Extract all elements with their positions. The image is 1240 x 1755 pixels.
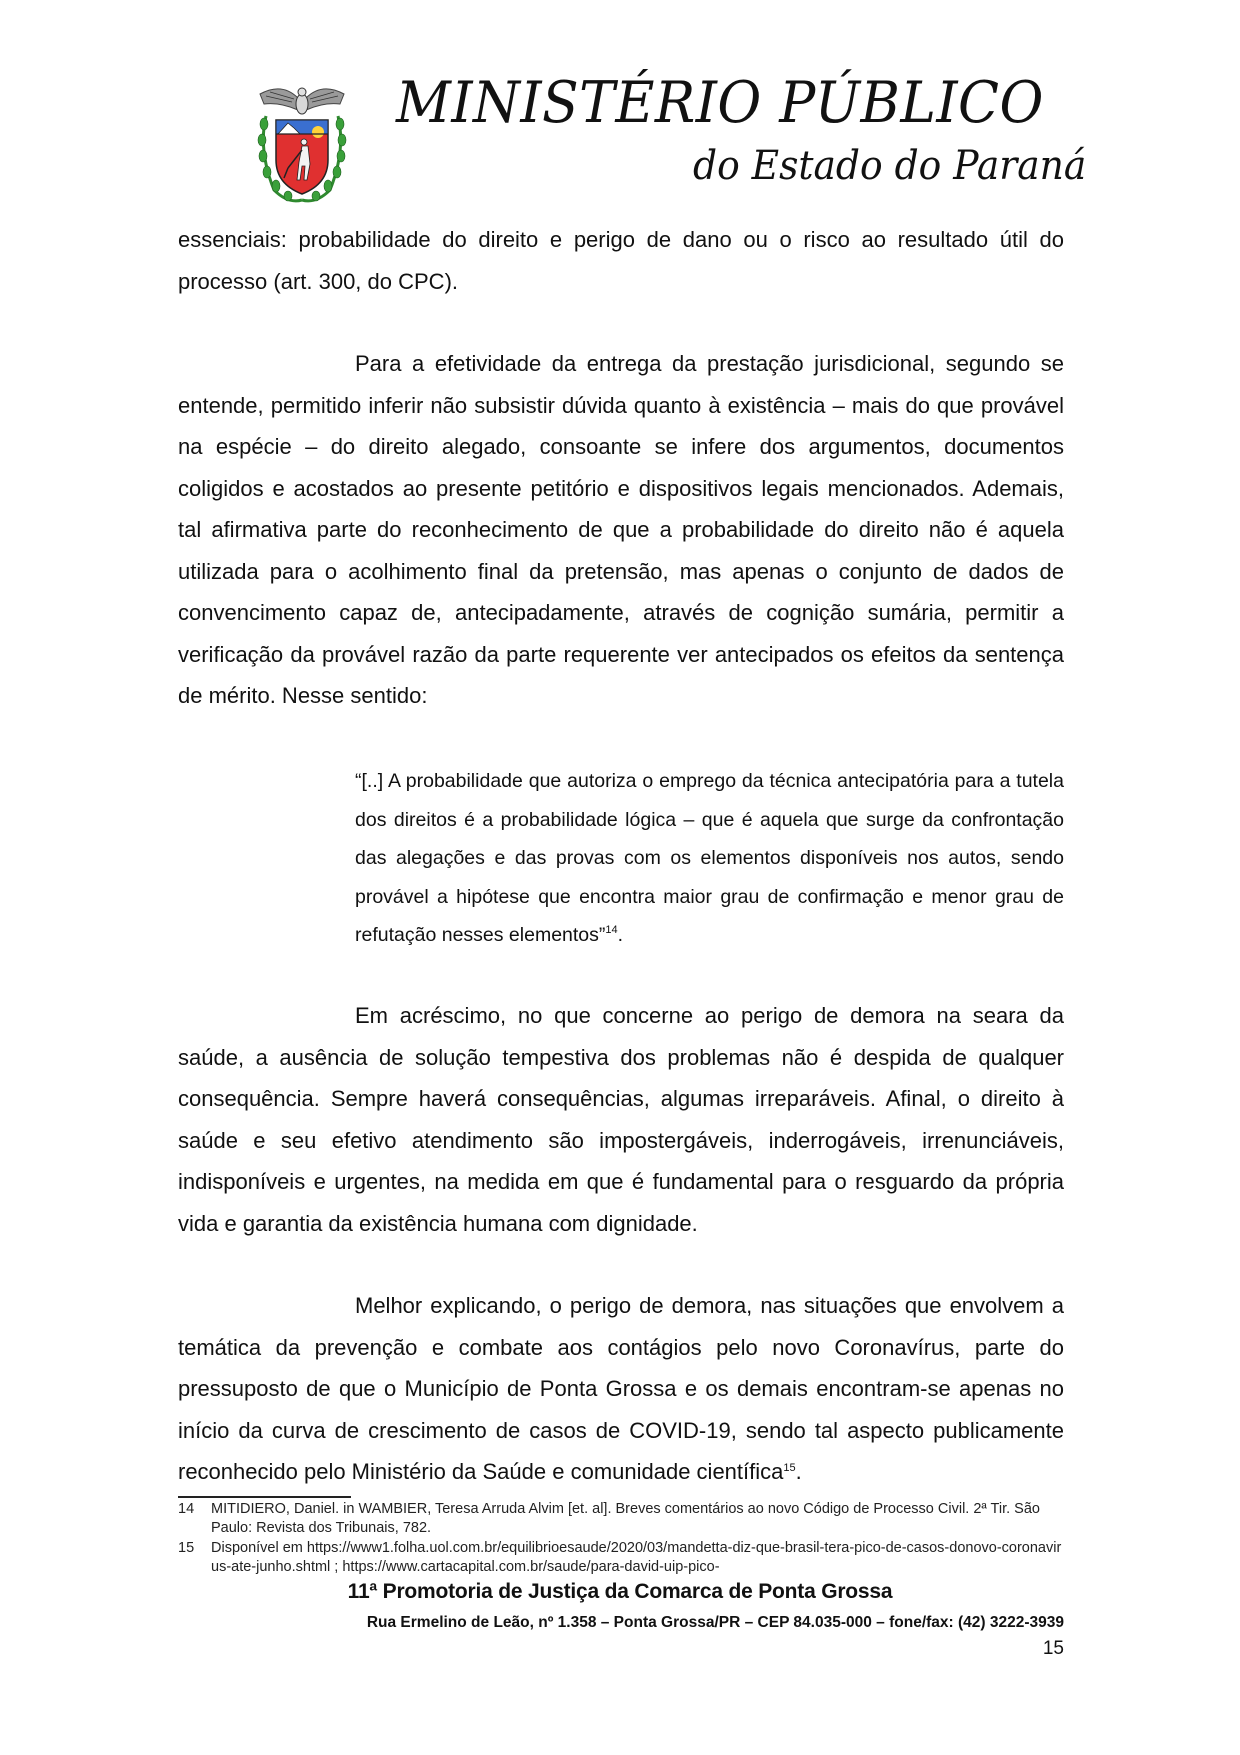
paragraph-3: Em acréscimo, no que concerne ao perigo de demora na seara da saúde, a ausência de solução tempestiva dos problemas não é despida de qualquer consequência. Sempre haverá consequências, algumas irreparáveis. Afinal, o direito à saúde e seu efetivo atendimento são impostergáveis, inderrogáveis, irrenunciáveis, indisponíveis e urgentes, na medida em que é fundamental para o resguardo da própria vida e garantia da existência humana com dignidade. — [178, 1003, 1064, 1236]
quote-text: “[..] A probabilidade que autoriza o emprego da técnica antecipatória para a tutela dos direitos é a probabilidade lógica – que é aquela que surge da confrontação das alegações e das provas com os elementos disponíveis nos autos, sendo provável a hipótese que encontra maior grau de confirmação e menor grau de refutação nesses elementos” — [355, 770, 1064, 946]
quote-end: . — [617, 924, 624, 946]
footnote-number: 14 — [178, 1501, 195, 1517]
footnote-separator — [178, 1496, 351, 1498]
footer-address: Rua Ermelino de Leão, nº 1.358 – Ponta Grossa/PR – CEP 84.035-000 – fone/fax: (42) 3222-3939 — [366, 1614, 1064, 1631]
paragraph-4-end: . — [795, 1459, 802, 1484]
footer-office-name: 11ª Promotoria de Justiça da Comarca de Ponta Grossa — [347, 1580, 893, 1603]
footnote-15 — [178, 1539, 1064, 1577]
parana-coat-of-arms-icon — [252, 80, 352, 206]
header-title: MINISTÉRIO PÚBLICO — [396, 70, 1044, 136]
paragraph-2: Para a efetividade da entrega da prestação jurisdicional, segundo se entende, permitido inferir não subsistir dúvida quanto à existência – mais do que provável na espécie – do direito alegado, consoante se infere dos argumentos, documentos coligidos e acostados ao presente petitório e dispositivos legais mencionados. Ademais, tal afirmativa parte do reconhecimento de que a probabilidade do direito não é aquela utilizada para o acolhimento final da pretensão, mas apenas o conjunto de dados de convencimento capaz de, antecipadamente, através de cognição sumária, permitir a verificação da provável razão da parte requerente ver antecipados os efeitos da sentença de mérito. Nesse sentido: — [178, 351, 1064, 708]
footnote-ref-15[interactable]: 15 — [783, 1462, 796, 1474]
header-subtitle: do Estado do Paraná — [693, 143, 1087, 189]
paragraph-4-text: Melhor explicando, o perigo de demora, nas situações que envolvem a temática da prevenção e combate aos contágios pelo novo Coronavírus, parte do pressuposto de que o Município de Ponta Grossa e os demais encontram-se apenas no início da curva de crescimento de casos de COVID-19, sendo tal aspecto publicamente reconhecido pelo Ministério da Saúde e comunidade científica — [178, 1293, 1064, 1484]
footnote-number: 15 — [178, 1540, 195, 1556]
paragraph-1: essenciais: probabilidade do direito e perigo de dano ou o risco ao resultado útil do processo (art. 300, do CPC). — [178, 227, 1064, 294]
page-number: 15 — [1042, 1638, 1064, 1659]
paragraph-4 — [178, 1285, 1064, 1493]
footnote-text[interactable]: Disponível em https://www1.folha.uol.com.br/equilibrioesaude/2020/03/mandetta-diz-que-brasil-tera-pico-de-casos-donovo-coronavirus-ate-junho.shtml ; https://www.cartacapital.com.br/saude/para-david-uip-pico- — [211, 1540, 1062, 1575]
block-quote — [355, 762, 1064, 955]
footnote-14 — [178, 1500, 1064, 1538]
footnote-ref-14[interactable]: 14 — [605, 924, 618, 936]
footnote-text: MITIDIERO, Daniel. in WAMBIER, Teresa Arruda Alvim [et. al]. Breves comentários ao novo Código de Processo Civil. 2ª Tir. São Paulo: Revista dos Tribunais, 782. — [211, 1501, 1040, 1536]
